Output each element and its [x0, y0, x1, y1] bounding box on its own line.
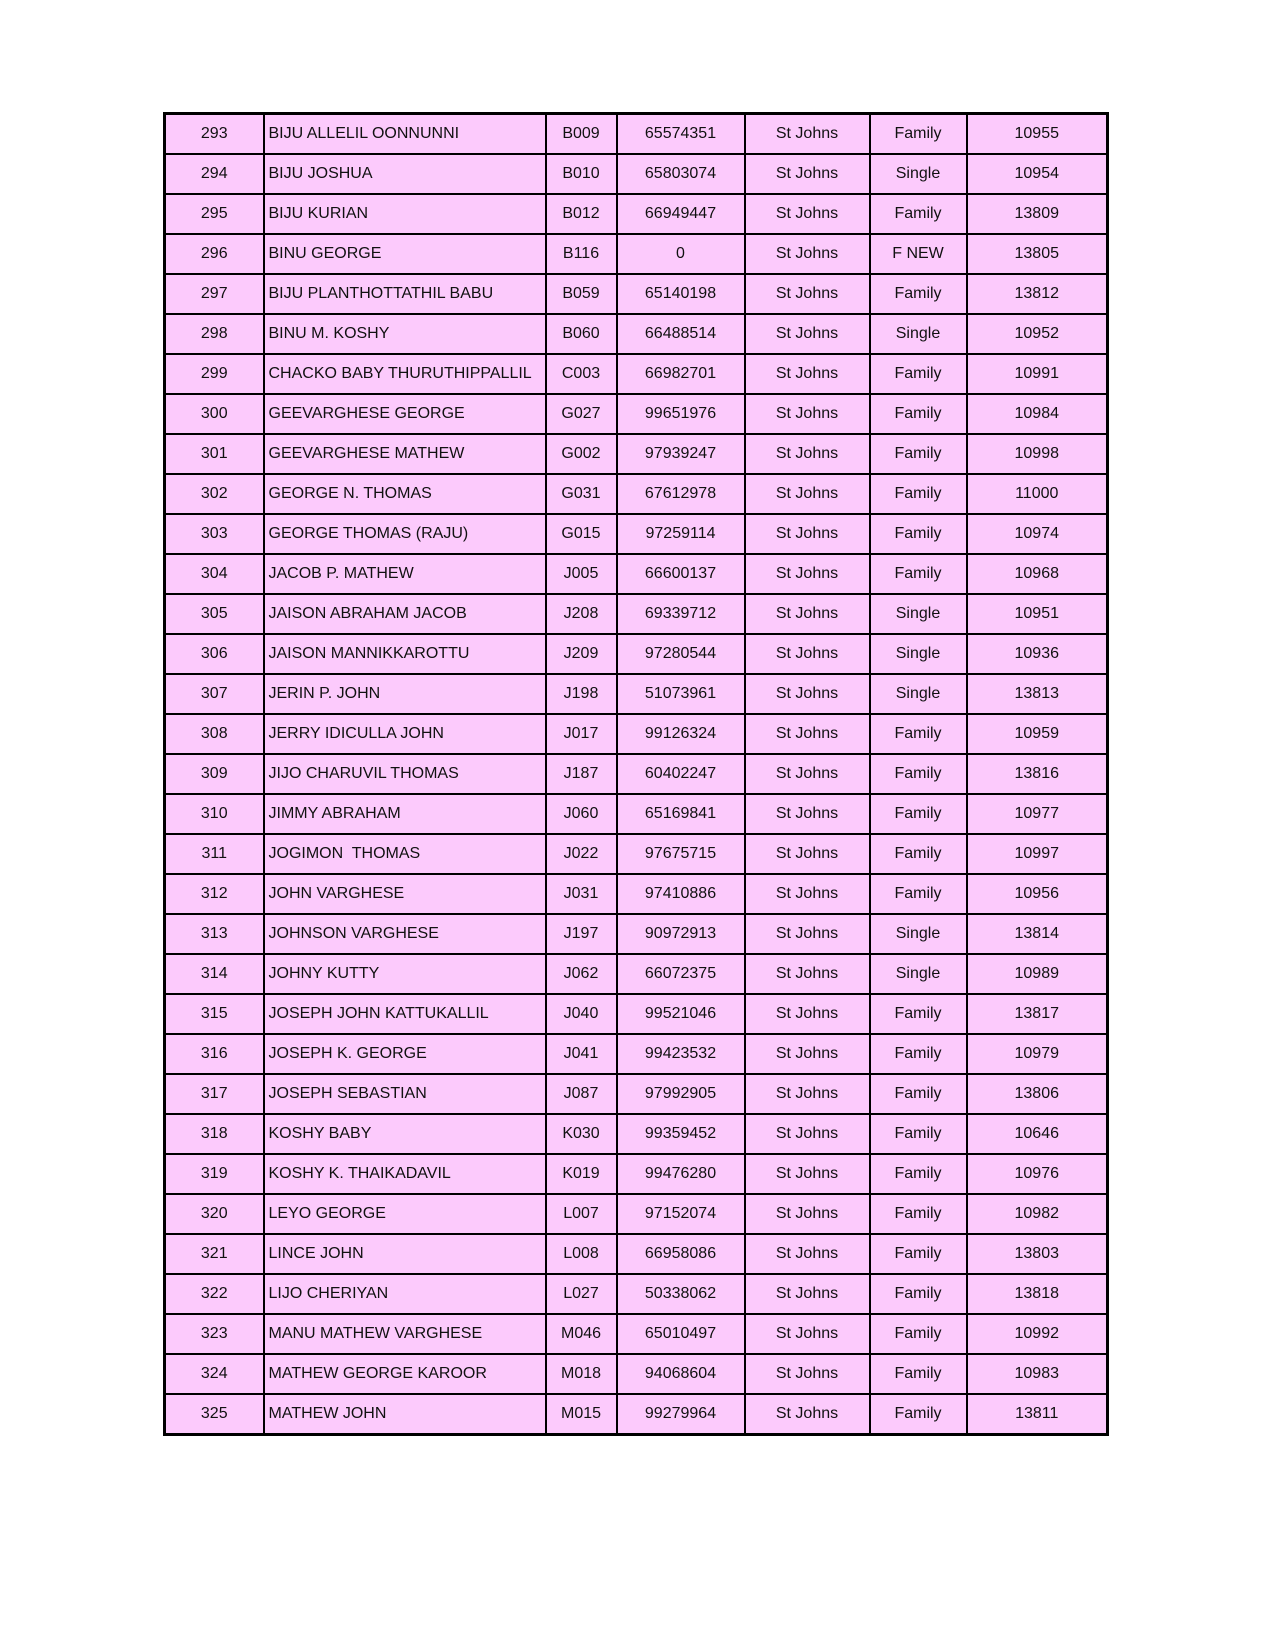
cell-category: Family	[870, 554, 967, 594]
cell-name: KOSHY BABY	[264, 1114, 546, 1154]
cell-sl-no: 311	[165, 834, 264, 874]
cell-receipt-no: 13812	[967, 274, 1108, 314]
cell-parish: St Johns	[745, 594, 870, 634]
cell-parish: St Johns	[745, 1274, 870, 1314]
cell-parish: St Johns	[745, 274, 870, 314]
cell-name: BIJU ALLELIL OONNUNNI	[264, 114, 546, 155]
cell-name: MATHEW GEORGE KAROOR	[264, 1354, 546, 1394]
cell-name: LINCE JOHN	[264, 1234, 546, 1274]
cell-phone: 65574351	[617, 114, 745, 155]
table-row	[165, 954, 1108, 994]
cell-member-code: J040	[546, 994, 617, 1034]
cell-parish: St Johns	[745, 474, 870, 514]
cell-sl-no: 316	[165, 1034, 264, 1074]
cell-receipt-no: 11000	[967, 474, 1108, 514]
cell-name: BINU GEORGE	[264, 234, 546, 274]
cell-member-code: J187	[546, 754, 617, 794]
cell-sl-no: 319	[165, 1154, 264, 1194]
cell-sl-no: 303	[165, 514, 264, 554]
cell-name: GEORGE THOMAS (RAJU)	[264, 514, 546, 554]
table-row	[165, 634, 1108, 674]
cell-parish: St Johns	[745, 634, 870, 674]
cell-receipt-no: 13811	[967, 1394, 1108, 1435]
cell-category: Family	[870, 1034, 967, 1074]
cell-parish: St Johns	[745, 354, 870, 394]
cell-receipt-no: 10982	[967, 1194, 1108, 1234]
cell-phone: 99279964	[617, 1394, 745, 1435]
table-row	[165, 434, 1108, 474]
cell-member-code: J087	[546, 1074, 617, 1114]
cell-sl-no: 313	[165, 914, 264, 954]
cell-name: LIJO CHERIYAN	[264, 1274, 546, 1314]
cell-receipt-no: 10976	[967, 1154, 1108, 1194]
cell-sl-no: 308	[165, 714, 264, 754]
table-row	[165, 194, 1108, 234]
cell-parish: St Johns	[745, 514, 870, 554]
cell-phone: 99651976	[617, 394, 745, 434]
cell-phone: 50338062	[617, 1274, 745, 1314]
cell-parish: St Johns	[745, 754, 870, 794]
cell-phone: 99476280	[617, 1154, 745, 1194]
cell-member-code: K030	[546, 1114, 617, 1154]
cell-category: Family	[870, 1394, 967, 1435]
cell-sl-no: 295	[165, 194, 264, 234]
cell-parish: St Johns	[745, 954, 870, 994]
cell-parish: St Johns	[745, 1194, 870, 1234]
cell-name: KOSHY K. THAIKADAVIL	[264, 1154, 546, 1194]
cell-sl-no: 310	[165, 794, 264, 834]
cell-category: Family	[870, 754, 967, 794]
cell-parish: St Johns	[745, 434, 870, 474]
cell-parish: St Johns	[745, 1074, 870, 1114]
cell-phone: 65010497	[617, 1314, 745, 1354]
cell-receipt-no: 10646	[967, 1114, 1108, 1154]
cell-sl-no: 317	[165, 1074, 264, 1114]
cell-name: JIJO CHARUVIL THOMAS	[264, 754, 546, 794]
cell-category: Family	[870, 474, 967, 514]
cell-parish: St Johns	[745, 1394, 870, 1435]
cell-sl-no: 314	[165, 954, 264, 994]
cell-parish: St Johns	[745, 314, 870, 354]
cell-member-code: B012	[546, 194, 617, 234]
cell-sl-no: 293	[165, 114, 264, 155]
cell-member-code: B116	[546, 234, 617, 274]
cell-parish: St Johns	[745, 914, 870, 954]
cell-sl-no: 297	[165, 274, 264, 314]
cell-phone: 66072375	[617, 954, 745, 994]
cell-sl-no: 312	[165, 874, 264, 914]
cell-name: LEYO GEORGE	[264, 1194, 546, 1234]
cell-member-code: L008	[546, 1234, 617, 1274]
cell-member-code: J060	[546, 794, 617, 834]
cell-parish: St Johns	[745, 674, 870, 714]
member-table-body	[165, 114, 1108, 1435]
cell-parish: St Johns	[745, 114, 870, 155]
cell-category: Single	[870, 314, 967, 354]
cell-name: JAISON ABRAHAM JACOB	[264, 594, 546, 634]
cell-category: Single	[870, 954, 967, 994]
cell-member-code: B010	[546, 154, 617, 194]
cell-member-code: L027	[546, 1274, 617, 1314]
cell-sl-no: 294	[165, 154, 264, 194]
table-row	[165, 1194, 1108, 1234]
cell-sl-no: 300	[165, 394, 264, 434]
cell-category: Family	[870, 1194, 967, 1234]
cell-member-code: B060	[546, 314, 617, 354]
cell-member-code: J005	[546, 554, 617, 594]
cell-name: GEEVARGHESE GEORGE	[264, 394, 546, 434]
cell-category: Family	[870, 714, 967, 754]
cell-phone: 90972913	[617, 914, 745, 954]
table-row	[165, 354, 1108, 394]
cell-receipt-no: 10983	[967, 1354, 1108, 1394]
cell-parish: St Johns	[745, 554, 870, 594]
cell-phone: 99521046	[617, 994, 745, 1034]
cell-member-code: G031	[546, 474, 617, 514]
cell-category: Single	[870, 674, 967, 714]
cell-category: Family	[870, 194, 967, 234]
cell-phone: 99423532	[617, 1034, 745, 1074]
cell-parish: St Johns	[745, 874, 870, 914]
cell-phone: 65140198	[617, 274, 745, 314]
cell-receipt-no: 10977	[967, 794, 1108, 834]
cell-category: Family	[870, 1234, 967, 1274]
cell-name: JIMMY ABRAHAM	[264, 794, 546, 834]
cell-receipt-no: 10959	[967, 714, 1108, 754]
cell-phone: 51073961	[617, 674, 745, 714]
cell-member-code: J198	[546, 674, 617, 714]
table-row	[165, 514, 1108, 554]
cell-category: Single	[870, 154, 967, 194]
cell-sl-no: 315	[165, 994, 264, 1034]
table-row	[165, 154, 1108, 194]
cell-parish: St Johns	[745, 1354, 870, 1394]
cell-member-code: J031	[546, 874, 617, 914]
cell-phone: 97280544	[617, 634, 745, 674]
cell-category: Family	[870, 114, 967, 155]
cell-category: Family	[870, 434, 967, 474]
cell-member-code: G027	[546, 394, 617, 434]
cell-parish: St Johns	[745, 994, 870, 1034]
cell-member-code: J208	[546, 594, 617, 634]
cell-member-code: J062	[546, 954, 617, 994]
cell-receipt-no: 10951	[967, 594, 1108, 634]
cell-phone: 97675715	[617, 834, 745, 874]
cell-phone: 66982701	[617, 354, 745, 394]
cell-phone: 66488514	[617, 314, 745, 354]
table-row	[165, 994, 1108, 1034]
cell-sl-no: 324	[165, 1354, 264, 1394]
cell-receipt-no: 10997	[967, 834, 1108, 874]
cell-member-code: K019	[546, 1154, 617, 1194]
cell-parish: St Johns	[745, 394, 870, 434]
cell-category: Family	[870, 274, 967, 314]
cell-name: GEORGE N. THOMAS	[264, 474, 546, 514]
cell-phone: 94068604	[617, 1354, 745, 1394]
cell-phone: 69339712	[617, 594, 745, 634]
cell-receipt-no: 10936	[967, 634, 1108, 674]
cell-name: JOGIMON THOMAS	[264, 834, 546, 874]
cell-category: Family	[870, 794, 967, 834]
cell-category: Family	[870, 1114, 967, 1154]
table-row	[165, 1354, 1108, 1394]
cell-member-code: G015	[546, 514, 617, 554]
cell-parish: St Johns	[745, 1234, 870, 1274]
cell-name: MATHEW JOHN	[264, 1394, 546, 1435]
cell-sl-no: 309	[165, 754, 264, 794]
cell-receipt-no: 13806	[967, 1074, 1108, 1114]
table-row	[165, 114, 1108, 155]
cell-parish: St Johns	[745, 1114, 870, 1154]
cell-phone: 99126324	[617, 714, 745, 754]
cell-member-code: M046	[546, 1314, 617, 1354]
cell-member-code: J022	[546, 834, 617, 874]
cell-phone: 66949447	[617, 194, 745, 234]
cell-receipt-no: 10955	[967, 114, 1108, 155]
cell-phone: 65169841	[617, 794, 745, 834]
table-row	[165, 714, 1108, 754]
cell-name: BIJU JOSHUA	[264, 154, 546, 194]
cell-member-code: L007	[546, 1194, 617, 1234]
cell-receipt-no: 10984	[967, 394, 1108, 434]
cell-name: JOSEPH K. GEORGE	[264, 1034, 546, 1074]
cell-name: JACOB P. MATHEW	[264, 554, 546, 594]
table-row	[165, 1274, 1108, 1314]
cell-receipt-no: 13818	[967, 1274, 1108, 1314]
table-row	[165, 1034, 1108, 1074]
cell-receipt-no: 10992	[967, 1314, 1108, 1354]
cell-category: Family	[870, 1154, 967, 1194]
table-row	[165, 1154, 1108, 1194]
cell-category: Single	[870, 634, 967, 674]
cell-receipt-no: 13816	[967, 754, 1108, 794]
cell-receipt-no: 13809	[967, 194, 1108, 234]
table-row	[165, 1234, 1108, 1274]
cell-parish: St Johns	[745, 1034, 870, 1074]
table-row	[165, 594, 1108, 634]
cell-sl-no: 298	[165, 314, 264, 354]
cell-receipt-no: 10979	[967, 1034, 1108, 1074]
cell-phone: 97992905	[617, 1074, 745, 1114]
cell-category: Single	[870, 914, 967, 954]
cell-category: Family	[870, 394, 967, 434]
cell-parish: St Johns	[745, 714, 870, 754]
cell-receipt-no: 13813	[967, 674, 1108, 714]
cell-parish: St Johns	[745, 834, 870, 874]
table-row	[165, 1314, 1108, 1354]
cell-category: Family	[870, 1314, 967, 1354]
cell-phone: 97939247	[617, 434, 745, 474]
cell-receipt-no: 10974	[967, 514, 1108, 554]
cell-phone: 99359452	[617, 1114, 745, 1154]
cell-phone: 97152074	[617, 1194, 745, 1234]
cell-receipt-no: 10968	[967, 554, 1108, 594]
table-row	[165, 554, 1108, 594]
cell-phone: 0	[617, 234, 745, 274]
cell-name: JERIN P. JOHN	[264, 674, 546, 714]
cell-category: Family	[870, 1274, 967, 1314]
cell-category: Family	[870, 1074, 967, 1114]
table-row	[165, 1114, 1108, 1154]
cell-receipt-no: 10954	[967, 154, 1108, 194]
cell-sl-no: 318	[165, 1114, 264, 1154]
cell-sl-no: 305	[165, 594, 264, 634]
cell-category: Family	[870, 874, 967, 914]
cell-parish: St Johns	[745, 1154, 870, 1194]
cell-sl-no: 306	[165, 634, 264, 674]
cell-parish: St Johns	[745, 154, 870, 194]
cell-name: BIJU KURIAN	[264, 194, 546, 234]
cell-name: JERRY IDICULLA JOHN	[264, 714, 546, 754]
table-row	[165, 474, 1108, 514]
cell-phone: 97259114	[617, 514, 745, 554]
cell-sl-no: 302	[165, 474, 264, 514]
member-table	[163, 112, 1109, 1436]
cell-member-code: J209	[546, 634, 617, 674]
cell-category: Single	[870, 594, 967, 634]
cell-category: F NEW	[870, 234, 967, 274]
cell-parish: St Johns	[745, 234, 870, 274]
cell-parish: St Johns	[745, 794, 870, 834]
cell-category: Family	[870, 834, 967, 874]
cell-name: JOSEPH SEBASTIAN	[264, 1074, 546, 1114]
cell-category: Family	[870, 514, 967, 554]
table-row	[165, 314, 1108, 354]
cell-name: BINU M. KOSHY	[264, 314, 546, 354]
cell-name: CHACKO BABY THURUTHIPPALLIL	[264, 354, 546, 394]
cell-phone: 97410886	[617, 874, 745, 914]
table-row	[165, 874, 1108, 914]
cell-name: JOHNY KUTTY	[264, 954, 546, 994]
cell-sl-no: 322	[165, 1274, 264, 1314]
cell-name: BIJU PLANTHOTTATHIL BABU	[264, 274, 546, 314]
cell-parish: St Johns	[745, 1314, 870, 1354]
cell-name: JOHN VARGHESE	[264, 874, 546, 914]
table-row	[165, 234, 1108, 274]
cell-sl-no: 307	[165, 674, 264, 714]
cell-name: JAISON MANNIKKAROTTU	[264, 634, 546, 674]
cell-sl-no: 299	[165, 354, 264, 394]
cell-phone: 66600137	[617, 554, 745, 594]
cell-receipt-no: 13817	[967, 994, 1108, 1034]
cell-sl-no: 323	[165, 1314, 264, 1354]
cell-phone: 67612978	[617, 474, 745, 514]
table-row	[165, 794, 1108, 834]
cell-receipt-no: 10956	[967, 874, 1108, 914]
table-row	[165, 754, 1108, 794]
table-row	[165, 1394, 1108, 1435]
cell-receipt-no: 10952	[967, 314, 1108, 354]
cell-member-code: J017	[546, 714, 617, 754]
cell-name: MANU MATHEW VARGHESE	[264, 1314, 546, 1354]
table-row	[165, 834, 1108, 874]
cell-name: JOSEPH JOHN KATTUKALLIL	[264, 994, 546, 1034]
cell-member-code: M015	[546, 1394, 617, 1435]
cell-member-code: J197	[546, 914, 617, 954]
cell-category: Family	[870, 1354, 967, 1394]
cell-receipt-no: 10991	[967, 354, 1108, 394]
cell-parish: St Johns	[745, 194, 870, 234]
cell-member-code: G002	[546, 434, 617, 474]
table-row	[165, 1074, 1108, 1114]
cell-receipt-no: 13805	[967, 234, 1108, 274]
cell-sl-no: 325	[165, 1394, 264, 1435]
cell-category: Family	[870, 354, 967, 394]
cell-category: Family	[870, 994, 967, 1034]
cell-sl-no: 321	[165, 1234, 264, 1274]
cell-receipt-no: 10989	[967, 954, 1108, 994]
cell-sl-no: 304	[165, 554, 264, 594]
cell-name: JOHNSON VARGHESE	[264, 914, 546, 954]
table-row	[165, 914, 1108, 954]
cell-receipt-no: 13803	[967, 1234, 1108, 1274]
cell-receipt-no: 10998	[967, 434, 1108, 474]
cell-sl-no: 301	[165, 434, 264, 474]
cell-receipt-no: 13814	[967, 914, 1108, 954]
cell-member-code: B009	[546, 114, 617, 155]
table-row	[165, 394, 1108, 434]
cell-member-code: J041	[546, 1034, 617, 1074]
table-row	[165, 674, 1108, 714]
cell-phone: 66958086	[617, 1234, 745, 1274]
cell-member-code: M018	[546, 1354, 617, 1394]
cell-sl-no: 320	[165, 1194, 264, 1234]
table-row	[165, 274, 1108, 314]
cell-member-code: C003	[546, 354, 617, 394]
cell-member-code: B059	[546, 274, 617, 314]
cell-name: GEEVARGHESE MATHEW	[264, 434, 546, 474]
cell-sl-no: 296	[165, 234, 264, 274]
cell-phone: 60402247	[617, 754, 745, 794]
cell-phone: 65803074	[617, 154, 745, 194]
